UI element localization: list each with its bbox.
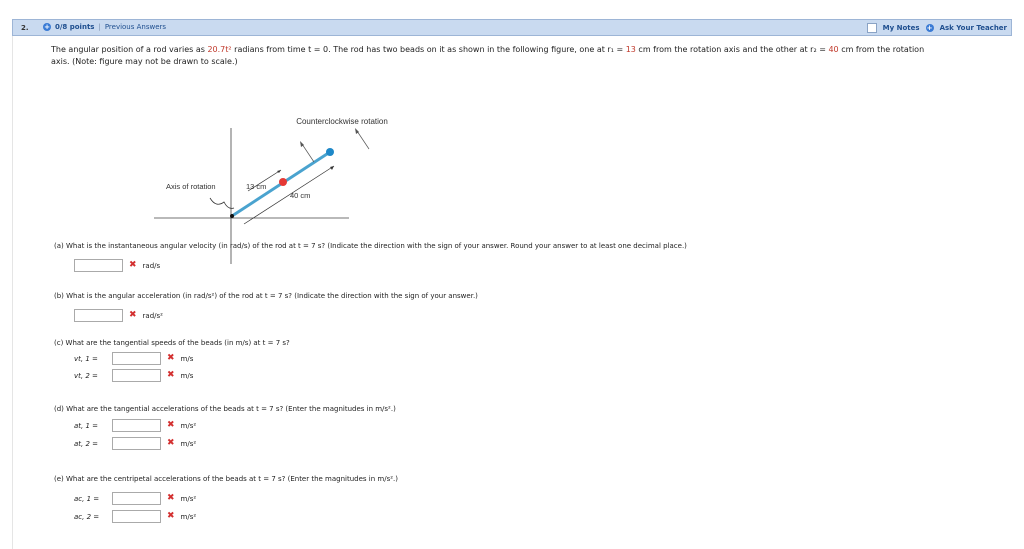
- part-c-label-2: vt, 2 =: [74, 371, 98, 380]
- prompt-coefficient: 20.7t²: [207, 45, 232, 54]
- rod-diagram: [154, 74, 388, 264]
- prompt-text-3: cm from the rotation axis and the other at r₂ =: [635, 45, 829, 54]
- part-c-input-2[interactable]: [112, 369, 161, 382]
- part-c-row-1: [74, 352, 193, 365]
- rotation-arrow-2: [357, 131, 369, 149]
- question-header: [12, 19, 1012, 36]
- part-e-question: (e) What are the centripetal accelerations of the beads at t = 7 s? (Enter the magnitudes in m/s².): [54, 475, 398, 483]
- part-b-wrong-icon: ✖: [129, 310, 137, 320]
- part-a-answer-row: [74, 259, 160, 272]
- part-e-row-2: [74, 510, 196, 523]
- part-d-unit-1: m/s²: [180, 421, 197, 430]
- prompt-text-line2: axis. (Note: figure may not be drawn to scale.): [51, 57, 238, 66]
- notes-checkbox[interactable]: [867, 23, 877, 33]
- part-b-question: (b) What is the angular acceleration (in rad/s²) of the rod at t = 7 s? (Indicate the direction with the sign of your answer.): [54, 292, 478, 300]
- prompt-text-4: cm from the rotation: [838, 45, 925, 54]
- part-e-input-1[interactable]: [112, 492, 161, 505]
- part-e-label-2: ac, 2 =: [74, 512, 100, 521]
- question-body: [12, 36, 1013, 549]
- bead-1-icon: [279, 178, 287, 186]
- ask-teacher-plus-icon[interactable]: +: [926, 24, 933, 32]
- part-c-row-2: [74, 369, 193, 382]
- header-tools: [867, 23, 1007, 33]
- prompt-r1: 13: [625, 45, 636, 54]
- r1-label: 13 cm: [246, 182, 267, 191]
- part-d-row-1: [74, 419, 196, 432]
- axis-pointer-arrow: [210, 198, 234, 208]
- part-b-answer-row: [74, 309, 163, 322]
- part-c-input-1[interactable]: [112, 352, 161, 365]
- part-e-wrong-icon-1: ✖: [167, 493, 175, 503]
- part-a-input[interactable]: [74, 259, 123, 272]
- part-a-wrong-icon: ✖: [129, 260, 137, 270]
- header-separator: |: [98, 23, 101, 31]
- prompt-text-1: The angular position of a rod varies as: [51, 45, 208, 54]
- my-notes-link[interactable]: My Notes: [882, 24, 920, 32]
- bead-2-icon: [326, 148, 334, 156]
- prompt-r2: 40: [828, 45, 839, 54]
- part-e-wrong-icon-2: ✖: [167, 511, 175, 521]
- part-e-input-2[interactable]: [112, 510, 161, 523]
- expand-plus-icon[interactable]: +: [44, 23, 50, 31]
- question-prompt: [51, 44, 1001, 68]
- points-value: 0/8 points: [55, 23, 95, 31]
- points-area: [43, 23, 166, 31]
- part-e-label-1: ac, 1 =: [74, 494, 100, 503]
- part-b-unit: rad/s²: [142, 311, 163, 320]
- r2-dimension-arrow: [244, 166, 334, 224]
- r2-label: 40 cm: [290, 191, 311, 200]
- part-c-label-1: vt, 1 =: [74, 354, 98, 363]
- part-d-label-2: at, 2 =: [74, 439, 99, 448]
- part-c-question: (c) What are the tangential speeds of the beads (in m/s) at t = 7 s?: [54, 339, 290, 347]
- previous-answers-link[interactable]: Previous Answers: [104, 23, 167, 31]
- part-d-wrong-icon-2: ✖: [167, 438, 175, 448]
- part-a-unit: rad/s: [142, 261, 161, 270]
- part-b-input[interactable]: [74, 309, 123, 322]
- part-d-input-2[interactable]: [112, 437, 161, 450]
- axis-of-rotation-label: Axis of rotation: [166, 182, 216, 191]
- rotation-arrow-1: [302, 144, 314, 162]
- part-d-label-1: at, 1 =: [74, 421, 99, 430]
- part-d-unit-2: m/s²: [180, 439, 197, 448]
- part-e-unit-1: m/s²: [180, 494, 197, 503]
- part-d-wrong-icon-1: ✖: [167, 420, 175, 430]
- part-a-question: (a) What is the instantaneous angular velocity (in rad/s) of the rod at t = 7 s? (Indicate the direction with the sign of your answer. Round your answer to at least one decimal place.): [54, 242, 687, 250]
- prompt-text-2: radians from time t = 0. The rod has two beads on it as shown in the following figure, one at r₁ =: [231, 45, 626, 54]
- part-c-unit-1: m/s: [180, 354, 194, 363]
- figure-title: Counterclockwise rotation: [296, 117, 388, 126]
- part-e-row-1: [74, 492, 196, 505]
- part-c-wrong-icon-1: ✖: [167, 353, 175, 363]
- part-d-input-1[interactable]: [112, 419, 161, 432]
- part-d-row-2: [74, 437, 196, 450]
- ask-teacher-link[interactable]: Ask Your Teacher: [939, 24, 1007, 32]
- question-number: 2.: [21, 24, 29, 32]
- part-e-unit-2: m/s²: [180, 512, 197, 521]
- part-c-wrong-icon-2: ✖: [167, 370, 175, 380]
- part-c-unit-2: m/s: [180, 371, 194, 380]
- part-d-question: (d) What are the tangential accelerations of the beads at t = 7 s? (Enter the magnitudes in m/s².): [54, 405, 396, 413]
- pivot-dot-icon: [230, 214, 234, 218]
